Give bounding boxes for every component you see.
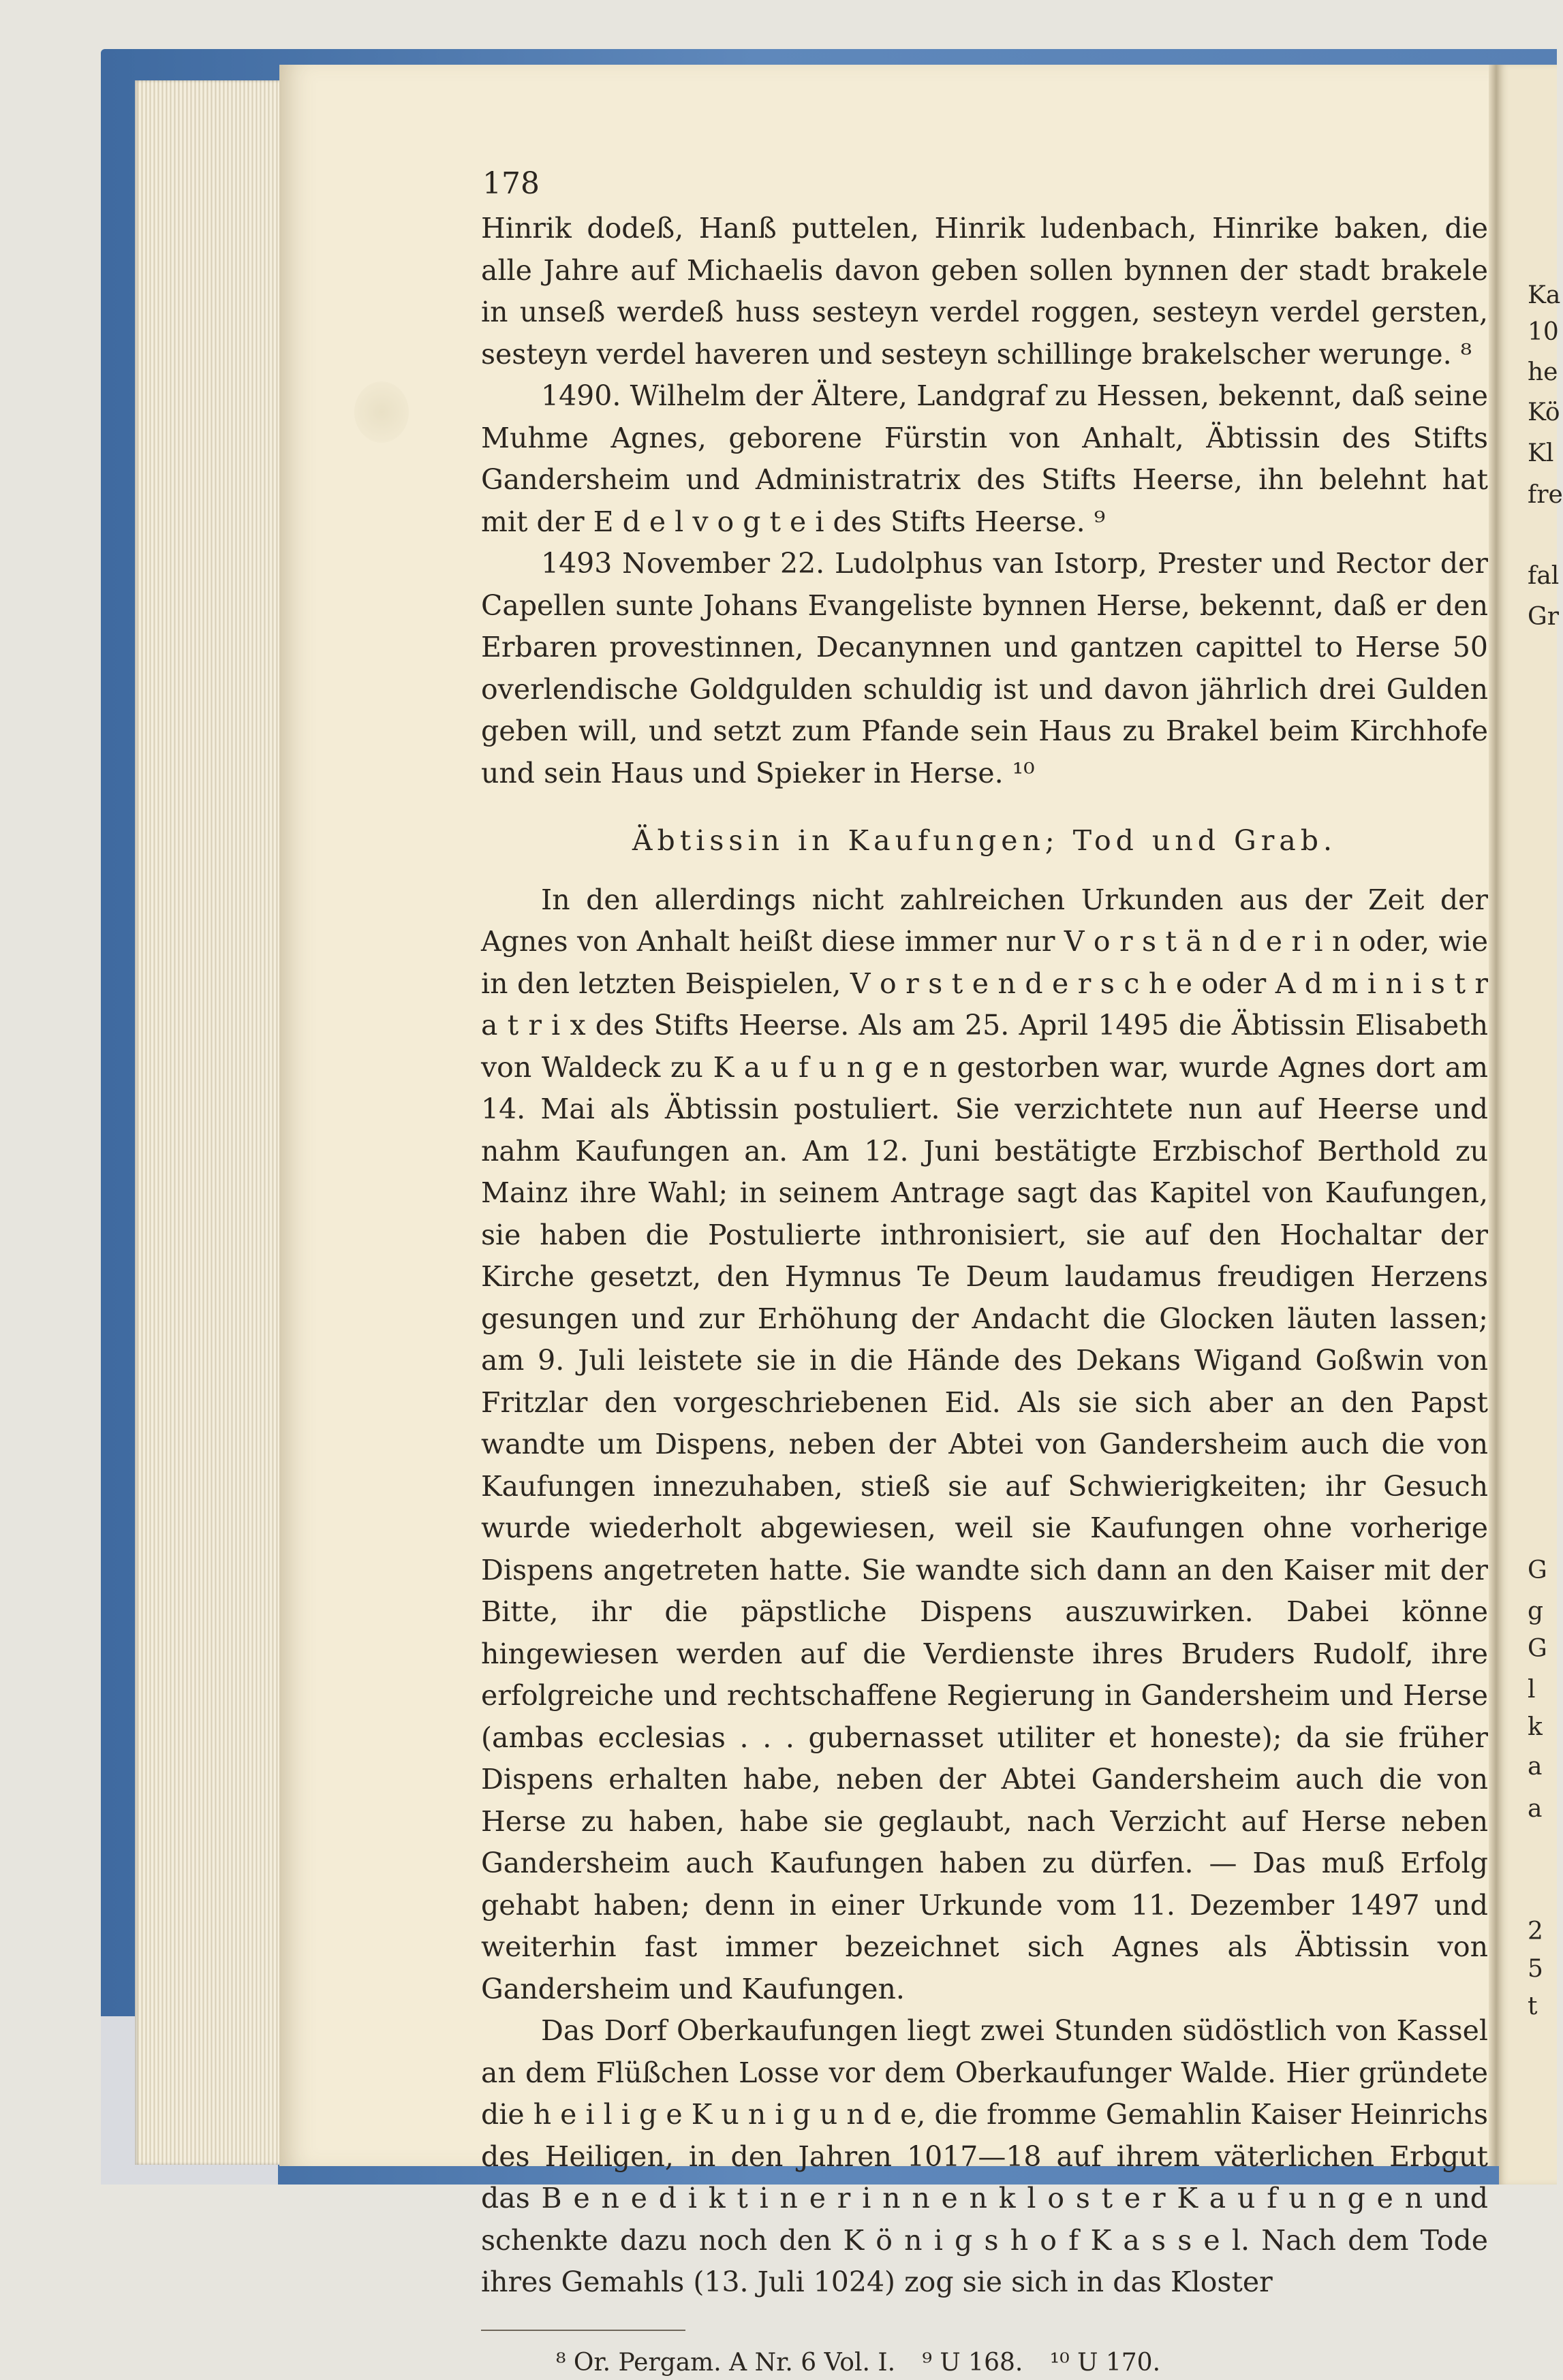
adjacent-page-fragment: G [1528, 1635, 1547, 1663]
adjacent-page-fragment: Gr [1528, 603, 1559, 631]
footnote: ¹⁰ U 170. [1049, 2348, 1161, 2377]
adjacent-page-fragment: 5 [1528, 1955, 1543, 1983]
page-number: 178 [482, 166, 540, 201]
page-text-block [481, 160, 1488, 2380]
adjacent-page-fragment: a [1528, 1795, 1543, 1823]
adjacent-page-fragment: Kl [1528, 439, 1554, 467]
adjacent-page-fragment: Kö [1528, 398, 1560, 426]
adjacent-page-fragment: 2 [1528, 1917, 1543, 1945]
adjacent-page-fragment: fal [1528, 562, 1560, 590]
footnote-divider [481, 2330, 685, 2331]
footnotes [481, 2346, 1488, 2380]
footnote: ⁸ Or. Pergam. A Nr. 6 Vol. I. [556, 2348, 896, 2377]
section-heading: Äbtissin in Kaufungen; Tod und Grab. [632, 824, 1337, 857]
adjacent-page-fragment: l [1528, 1676, 1536, 1704]
paragraph: In den allerdings nicht zahlreichen Urkunden aus der Zeit der Agnes von Anhalt heißt diese immer nur V o r s t ä n d e r i n oder, wie in den letzten Beispielen, V o r s t e n d e r s c h e oder A d m i n i s t r a t r i x des Stifts Heerse. Als am 25. April 1495 die Äbtissin Elisabeth von Waldeck zu K a u f u n g e n gestorben war, wurde Agnes dort am 14. Mai als Äbtissin postuliert. Sie verzichtete nun auf Heerse und nahm Kaufungen an. Am 12. Juni bestätigte Erzbischof Berthold zu Mainz ihre Wahl; in seinem Antrage sagt das Kapitel von Kaufungen, sie haben die Postulierte inthronisiert, sie auf den Hochaltar der Kirche gesetzt, den Hymnus Te Deum laudamus freudigen Herzens gesungen und zur Erhöhung der Andacht die Glocken läuten lassen; am 9. Juli leistete sie in die Hände des Dekans Wigand Goßwin von Fritzlar den vorgeschriebenen Eid. Als sie sich aber an den Papst wandte um Dispens, neben der Abtei von Gandersheim auch die von Kaufungen innezuhaben, stieß sie auf Schwierigkeiten; ihr Gesuch wurde wiederholt abgewiesen, weil sie Kaufungen ohne vorherige Dispens angetreten hatte. Sie wandte sich dann an den Kaiser mit der Bitte, ihr die päpstliche Dispens auszuwirken. Dabei könne hingewiesen werden auf die Verdienste ihres Bruders Rudolf, ihre erfolgreiche und rechtschaffene Regierung in Gandersheim und Herse (ambas ecclesias . . . gubernasset utiliter et honeste); da sie früher Dispens erhalten habe, neben der Abtei Gandersheim auch die von Herse zu haben, habe sie geglaubt, nach Verzicht auf Herse neben Gandersheim auch Kaufungen haben zu dürfen. — Das muß Erfolg gehabt haben; denn in einer Urkunde vom 11. Dezember 1497 und weiterhin fast immer bezeichnet sich Agnes als Äbtissin von Gandersheim und Kaufungen. [481, 883, 1488, 2005]
paper-stain [354, 381, 409, 443]
adjacent-page-fragment: G [1528, 1556, 1547, 1584]
paragraph: Das Dorf Oberkaufungen liegt zwei Stunden südöstlich von Kassel an dem Flüßchen Losse vor dem Oberkaufunger Walde. Hier gründete die h e i l i g e K u n i g u n d e, die fromme Gemahlin Kaiser Heinrichs des Heiligen, in den Jahren 1017—18 auf ihrem väterlichen Erbgut das B e n e d i k t i n e r i n n e n k l o s t e r K a u f u n g e n und schenkte dazu noch den K ö n i g s h o f K a s s e l. Nach dem Tode ihres Gemahls (13. Juli 1024) zog sie sich in das Kloster [481, 2014, 1488, 2298]
paragraph: 1490. Wilhelm der Ältere, Landgraf zu Hessen, bekennt, daß seine Muhme Agnes, geborene Fürstin von Anhalt, Äbtissin des Stifts Gandersheim und Administratrix des Stifts Heerse, ihn belehnt hat mit der E d e l v o g t e i des Stifts Heerse. ⁹ [481, 379, 1488, 538]
adjacent-page-fragment: Ka [1528, 281, 1561, 309]
adjacent-page-fragment: t [1528, 1992, 1538, 2020]
adjacent-page-fragment: 10 [1528, 318, 1559, 346]
adjacent-page-fragment: he [1528, 358, 1558, 386]
adjacent-page-fragment: a [1528, 1753, 1543, 1781]
paragraph: Hinrik dodeß, Hanß puttelen, Hinrik ludenbach, Hinrike baken, die alle Jahre auf Michaelis davon geben sollen bynnen der stadt brakele in unseß werdeß huss sesteyn verdel roggen, sesteyn verdel gersten, sesteyn verdel haveren und sesteyn schillinge brakelscher werunge. ⁸ [481, 212, 1488, 371]
adjacent-page-fragment: fre [1528, 481, 1563, 509]
adjacent-page-fragment: g [1528, 1597, 1544, 1625]
page-edges [135, 80, 292, 2165]
adjacent-page [1499, 65, 1563, 2185]
adjacent-page-fragment: k [1528, 1713, 1543, 1741]
paragraph: 1493 November 22. Ludolphus van Istorp, Prester und Rector der Capellen sunte Johans Evangeliste bynnen Herse, bekennt, daß er den Erbaren provestinnen, Decanynnen und gantzen capittel to Herse 50 overlendische Goldgulden schuldig ist und davon jährlich drei Gulden geben will, und setzt zum Pfande sein Haus zu Brakel beim Kirchhofe und sein Haus und Spieker in Herse. ¹⁰ [481, 547, 1488, 789]
footnote: ⁹ U 168. [922, 2348, 1023, 2377]
